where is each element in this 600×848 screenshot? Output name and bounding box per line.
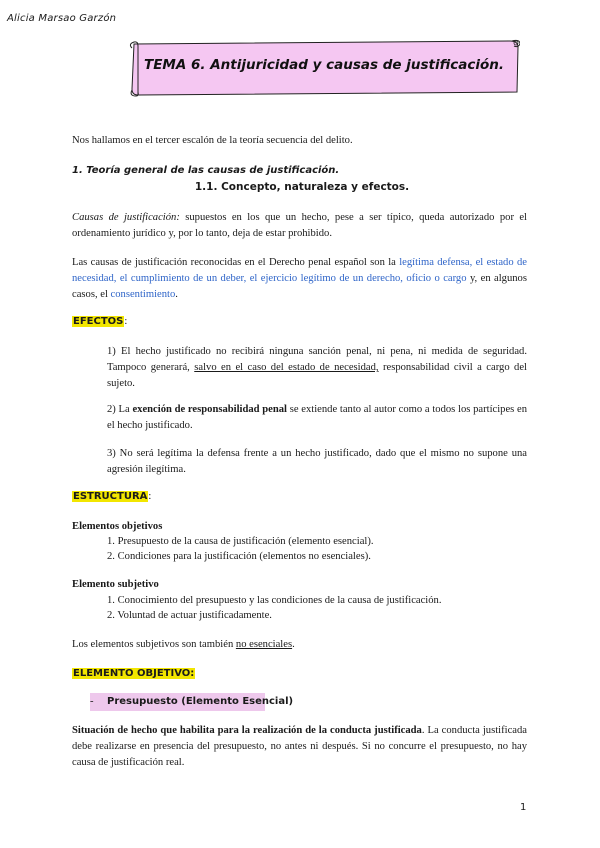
objetivos-title: Elementos objetivos (72, 521, 163, 532)
causes-list: legítima defensa, el estado de necesidad, el cumplimiento de un deber, el ejercicio legítimo de un derecho, oficio o cargo (72, 257, 527, 284)
objetivo-item-2: 2. Condiciones para la justificación (elementos no esenciales). (107, 551, 371, 562)
bullet-label: Presupuesto (Elemento Esencial) (107, 696, 294, 707)
efectos-heading (72, 314, 127, 330)
estructura-label: ESTRUCTURA (73, 491, 148, 502)
intro-text: Nos hallamos en el tercer escalón de la teoría secuencia del delito. (72, 135, 353, 146)
efecto-1-text-b: responsabilidad civil a cargo del sujeto. (107, 362, 527, 389)
note-end: . (292, 639, 295, 650)
presupuesto-paragraph (72, 723, 527, 771)
presupuesto-text: . La conducta justificada debe realizarse en presencia del presupuesto, no antes ni después. Si no concurre el presupuesto, no hay causa de justificación real. (72, 725, 527, 768)
definition-term: Causas de justificación: (72, 212, 180, 223)
presupuesto-bold: Situación de hecho que habilita para la realización de la conducta justificada (72, 725, 422, 736)
efecto-item-1 (107, 344, 527, 392)
page-title: TEMA 6. Antijuricidad y causas de justificación. (143, 57, 505, 73)
page-number: 1 (520, 802, 527, 813)
estructura-heading (72, 489, 151, 505)
causes-mid: y, en algunos casos, el (72, 273, 527, 300)
objetivo-item-1: 1. Presupuesto de la causa de justificación (elemento esencial). (107, 536, 374, 547)
causes-end: . (175, 289, 178, 300)
estructura-colon: : (148, 491, 152, 502)
section-subtitle: 1.1. Concepto, naturaleza y efectos. (194, 181, 410, 193)
title-banner (128, 38, 520, 98)
efectos-label: EFECTOS (73, 316, 124, 327)
definition-paragraph (72, 210, 527, 242)
subjetivo-item-1: 1. Conocimiento del presupuesto y las condiciones de la causa de justificación. (107, 595, 442, 606)
note-text-a: Los elementos subjetivos son también (72, 639, 236, 650)
causes-consent: consentimiento (110, 289, 176, 300)
causes-paragraph (72, 255, 527, 303)
author-name: Alicia Marsao Garzón (7, 13, 117, 24)
note-underlined: no esenciales (235, 639, 293, 650)
elemento-objetivo-heading (72, 666, 195, 682)
efecto-2-bold: exención de responsabilidad penal (132, 404, 288, 415)
efecto-2-text-a: 2) La (107, 404, 133, 415)
efecto-2-text-c: se extiende tanto al autor como a todos los partícipes en el hecho justificado. (107, 404, 528, 431)
efecto-item-3: 3) No será legítima la defensa frente a un hecho justificado, dado que el mismo no supone una agresión ilegítima. (107, 448, 527, 475)
causes-lead: Las causas de justificación reconocidas en el Derecho penal español son la (72, 257, 400, 268)
efecto-1-underlined: salvo en el caso del estado de necesidad, (194, 362, 379, 373)
efecto-item-2 (107, 402, 527, 434)
efecto-1-text-a: 1) El hecho justificado no recibirá ninguna sanción penal, ni pena, ni medida de seguridad. Tampoco generará, (107, 346, 527, 373)
subjetivos-note (72, 637, 295, 653)
efectos-colon: : (124, 316, 128, 327)
subjetivo-item-2: 2. Voluntad de actuar justificadamente. (107, 610, 272, 621)
bullet-dash: - (90, 696, 94, 707)
elemento-objetivo-label: ELEMENTO OBJETIVO: (73, 668, 195, 679)
definition-text: supuestos en los que un hecho, pese a ser típico, queda autorizado por el ordenamiento jurídico y, por lo tanto, deja de estar prohibido. (72, 212, 527, 239)
subjetivo-title: Elemento subjetivo (72, 579, 159, 590)
section-title: 1. Teoría general de las causas de justificación. (72, 165, 340, 176)
